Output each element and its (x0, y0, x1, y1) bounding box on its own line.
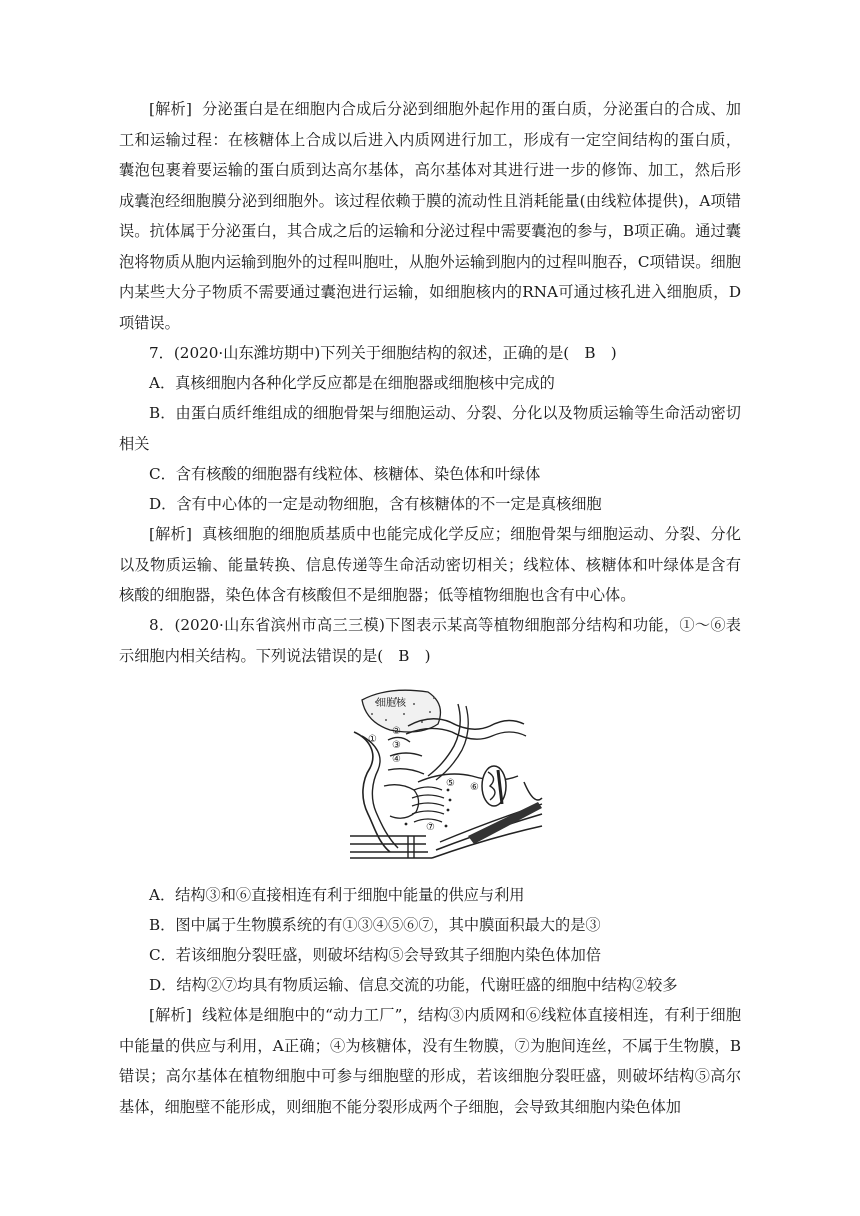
plant-cell-diagram (348, 686, 544, 868)
structure-label-1: ① (368, 734, 377, 745)
question-8-option-a: A．结构③和⑥直接相连有利于细胞中能量的供应与利用 (149, 886, 525, 904)
question-7-option-a: A．真核细胞内各种化学反应都是在细胞器或细胞核中完成的 (149, 374, 555, 392)
analysis-tag: [解析] (149, 1006, 192, 1024)
question-8-option-b: B．图中属于生物膜系统的有①③④⑤⑥⑦，其中膜面积最大的是③ (149, 916, 601, 934)
question-8-option-c: C．若该细胞分裂旺盛，则破坏结构⑤会导致其子细胞内染色体加倍 (149, 946, 602, 964)
structure-label-7: ⑦ (426, 822, 435, 833)
analysis-text: 线粒体是细胞中的“动力工厂”，结构③内质网和⑥线粒体直接相连，有利于细胞中能量的供应与利用，A正确；④为核糖体，没有生物膜，⑦为胞间连丝，不属于生物膜，B错误；高尔基体在植物细胞中可参与细胞壁的形成，若该细胞分裂旺盛，则破坏结构⑤高尔基体，细胞壁不能形成，则细胞不能分裂形成两个子细胞，会导致其细胞内染色体加 (119, 1006, 742, 1116)
question-7-option-c: C．含有核酸的细胞器有线粒体、核糖体、染色体和叶绿体 (149, 465, 541, 483)
structure-label-2: ② (392, 726, 401, 737)
analysis-tag: [解析] (149, 525, 192, 543)
question-8-stem: 8．(2020·山东省滨州市高三三模)下图表示某高等植物细胞部分结构和功能，①～⑥表示细胞内相关结构。下列说法错误的是( B ) (119, 616, 741, 665)
nucleus-label: 细胞核 (376, 698, 406, 709)
analysis-paragraph-6 (119, 94, 741, 338)
question-7-stem: 7．(2020·山东潍坊期中)下列关于细胞结构的叙述，正确的是( B ) (149, 344, 617, 362)
question-7-option-b: B．由蛋白质纤维组成的细胞骨架与细胞运动、分裂、分化以及物质运输等生命活动密切相关 (119, 404, 741, 453)
analysis-paragraph-7 (119, 519, 741, 611)
structure-label-4: ④ (392, 754, 401, 765)
analysis-paragraph-8 (119, 1000, 741, 1122)
question-8-option-d: D．结构②⑦均具有物质运输、信息交流的功能，代谢旺盛的细胞中结构②较多 (149, 976, 678, 994)
question-7-option-d: D．含有中心体的一定是动物细胞，含有核糖体的不一定是真核细胞 (149, 495, 602, 513)
structure-label-6: ⑥ (470, 782, 479, 793)
analysis-text: 真核细胞的细胞质基质中也能完成化学反应；细胞骨架与细胞运动、分裂、分化以及物质运输、能量转换、信息传递等生命活动密切相关；线粒体、核糖体和叶绿体是含有核酸的细胞器，染色体含有核酸但不是细胞器；低等植物细胞也含有中心体。 (119, 525, 741, 604)
analysis-text: 分泌蛋白是在细胞内合成后分泌到细胞外起作用的蛋白质，分泌蛋白的合成、加工和运输过程：在核糖体上合成以后进入内质网进行加工，形成有一定空间结构的蛋白质，囊泡包裹着要运输的蛋白质到达高尔基体，高尔基体对其进行进一步的修饰、加工，然后形成囊泡经细胞膜分泌到细胞外。该过程依赖于膜的流动性且消耗能量(由线粒体提供)，A项错误。抗体属于分泌蛋白，其合成之后的运输和分泌过程中需要囊泡的参与，B项正确。通过囊泡将物质从胞内运输到胞外的过程叫胞吐，从胞外运输到胞内的过程叫胞吞，C项错误。细胞内某些大分子物质不需要通过囊泡进行运输，如细胞核内的RNA可通过核孔进入细胞质，D项错误。 (119, 100, 741, 332)
structure-label-5: ⑤ (446, 778, 455, 789)
structure-label-3: ③ (392, 740, 401, 751)
analysis-tag: [解析] (149, 100, 192, 118)
